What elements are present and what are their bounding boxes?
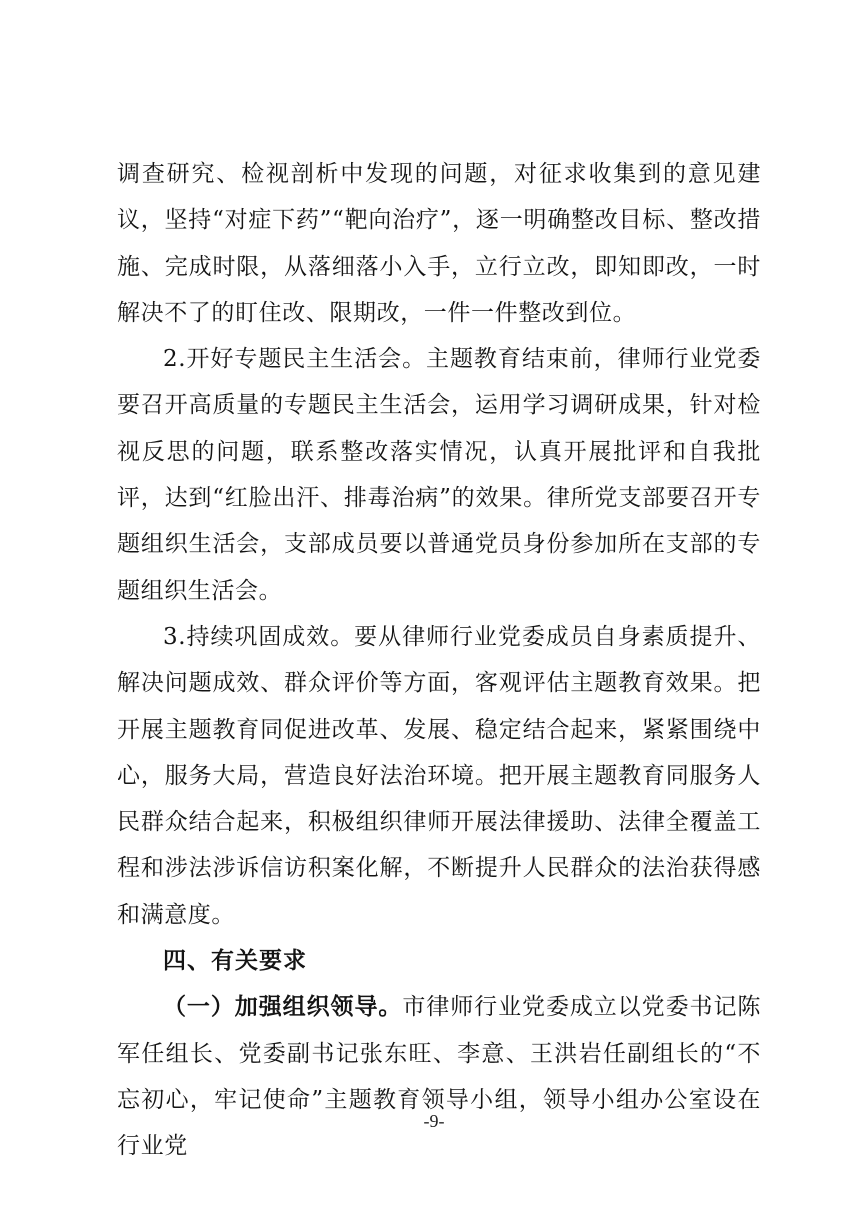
document-body bbox=[117, 151, 761, 1170]
paragraph-item-3: 3.持续巩固成效。要从律师行业党委成员自身素质提升、解决问题成效、群众评价等方面，客观评估主题教育效果。把开展主题教育同促进改革、发展、稳定结合起来，紧紧围绕中心，服务大局，营造良好法治环境。把开展主题教育同服务人民群众结合起来，积极组织律师开展法律援助、法律全覆盖工程和涉法涉诉信访积案化解，不断提升人民群众的法治获得感和满意度。 bbox=[117, 623, 761, 928]
paragraph-item-2: 2.开好专题民主生活会。主题教育结束前，律师行业党委要召开高质量的专题民主生活会，运用学习调研成果，针对检视反思的问题，联系整改落实情况，认真开展批评和自我批评，达到“红脸出汗、排毒治病”的效果。律所党支部要召开专题组织生活会，支部成员要以普通党员身份参加所在支部的专题组织生活会。 bbox=[117, 346, 761, 604]
paragraph-continuation: 调查研究、检视剖析中发现的问题，对征求收集到的意见建议，坚持“对症下药”“靶向治疗”，逐一明确整改目标、整改措施、完成时限，从落细落小入手，立行立改，即知即改，一时解决不了的盯住改、限期改，一件一件整改到位。 bbox=[117, 161, 761, 326]
section-heading: 四、有关要求 bbox=[163, 948, 307, 975]
paragraph-subsection-1 bbox=[117, 984, 761, 1169]
subsection-lead: （一）加强组织领导。 bbox=[163, 994, 403, 1021]
subsection-text: 市律师行业党委成立以党委书记陈军任组长、党委副书记张东旺、李意、王洪岩任副组长的“不忘初心，牢记使命”主题教育领导小组，领导小组办公室设在行业党 bbox=[117, 994, 762, 1160]
page-number: -9- bbox=[423, 1111, 445, 1131]
